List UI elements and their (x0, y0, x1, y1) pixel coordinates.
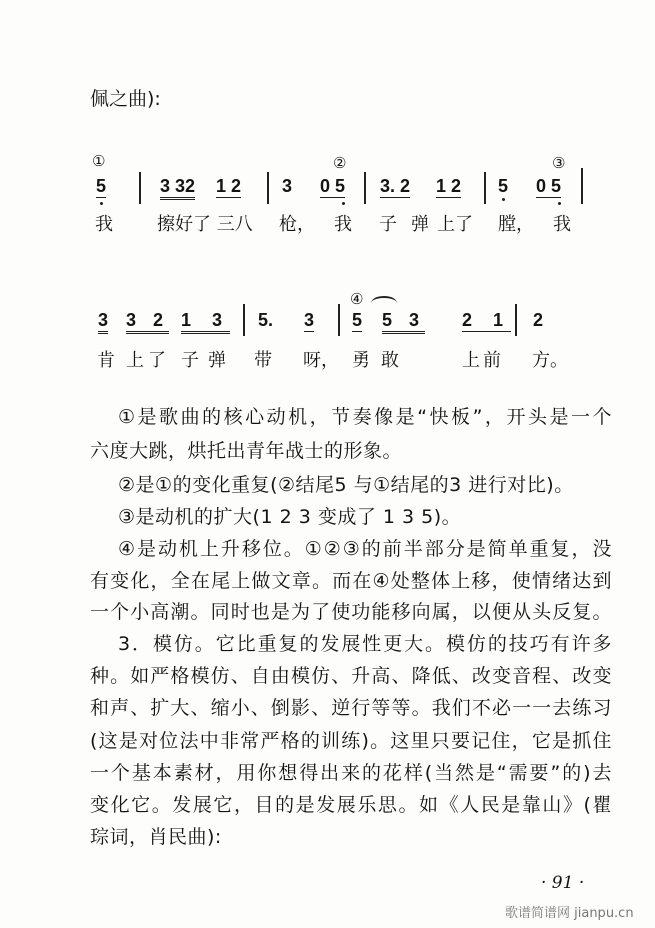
barline (515, 304, 517, 336)
lyric: 上 (462, 350, 480, 371)
lyric: 呀， (303, 350, 339, 371)
note: 1 2 (436, 176, 462, 196)
lyric: 上了 (437, 214, 473, 235)
lyric: 敢 (381, 350, 399, 371)
paragraph-line: ②是①的变化重复(②结尾5 与①结尾的3 进行对比)。 (118, 474, 574, 496)
note: 5 (96, 176, 107, 196)
lyric: 膛， (498, 214, 534, 235)
low-octave-dot (342, 202, 345, 205)
marker-3: ③ (552, 154, 566, 172)
note: 1 2 (216, 176, 242, 196)
paragraph-line: ④是动机上升移位。①②③的前半部分是简单重复，没 (118, 538, 612, 560)
note: 0 5 (320, 176, 346, 196)
watermark: 歌谱简谱网 jianpu.cn (505, 906, 634, 921)
barline (139, 172, 141, 204)
lyric: 我 (553, 214, 571, 235)
lyric: 弹 (208, 350, 226, 371)
lyric: 方。 (532, 350, 568, 371)
barline (364, 172, 366, 204)
paragraph-line: ①是歌曲的核心动机，节奏像是“快板”，开头是一个 (118, 406, 612, 428)
note: 5 (352, 310, 363, 330)
paragraph-line: ③是动机的扩大(1 2 3 变成了 1 3 5)。 (118, 506, 462, 528)
marker-4: ④ (350, 290, 364, 308)
paragraph-line: 有变化，全在尾上做文章。而在④处整体上移，使情绪达到 (90, 570, 612, 592)
note: 3 (282, 176, 293, 196)
lyric: 我 (334, 214, 352, 235)
paragraph-line: (这是对位法中非常严格的训练)。这里只要记住，它是抓住 (90, 730, 612, 752)
paragraph-line: 变化它。发展它，目的是发展乐思。如《人民是靠山》(瞿 (90, 794, 612, 816)
note: 0 5 (536, 176, 562, 196)
note: 3 (304, 310, 315, 330)
lyric: 枪， (279, 214, 315, 235)
lyric: 擦好了 三八 (157, 214, 253, 235)
lyric: 子 (181, 350, 199, 371)
lyric: 子 (379, 214, 397, 235)
barline (581, 168, 583, 204)
note: 3 (98, 310, 108, 334)
low-octave-dot (502, 198, 505, 201)
note: 5 (498, 176, 509, 196)
paragraph-line: 一个小高潮。同时也是为了使功能移向属，以便从头反复。 (90, 601, 612, 623)
marker-2: ② (333, 154, 347, 172)
note: 2 1 (462, 310, 512, 330)
note: 5 3 (382, 310, 425, 334)
note: 3 32 (160, 176, 195, 200)
paragraph-line: 六度大跳，烘托出青年战士的形象。 (90, 440, 403, 462)
lyric: 上 (126, 350, 144, 371)
low-octave-dot (100, 202, 103, 205)
barline (243, 304, 245, 336)
note: 5. (258, 310, 274, 330)
barline (267, 172, 269, 204)
paragraph-line: 3．模仿。它比重复的发展性更大。模仿的技巧有许多 (118, 633, 612, 655)
low-octave-dot (558, 202, 561, 205)
lyric: 前 (483, 350, 501, 371)
barline (484, 172, 486, 204)
lyric: 我 (95, 214, 113, 235)
lyric: 勇 (352, 350, 370, 371)
paragraph-line: 琮词，肖民曲): (90, 826, 222, 848)
lyric: 弹 (411, 214, 429, 235)
paragraph-line: 种。如严格模仿、自由模仿、升高、降低、改变音程、改变 (90, 665, 612, 687)
lyric: 了 (148, 350, 166, 371)
note: 3 2 (126, 310, 169, 334)
lyric: 肯 (97, 350, 115, 371)
paragraph-line: 一个基本素材，用你想得出来的花样(当然是“需要”的)去 (90, 762, 612, 784)
intro-line: 佩之曲): (90, 88, 161, 110)
page-number: · 91 · (541, 873, 585, 893)
lyric: 带 (254, 350, 272, 371)
paragraph-line: 和声、扩大、缩小、倒影、逆行等等。我们不必一一去练习 (90, 697, 612, 719)
note: 1 3 (181, 310, 230, 334)
slur (371, 296, 397, 310)
note: 3. 2 (380, 176, 411, 196)
note: 2 (533, 310, 544, 330)
marker-1: ① (92, 152, 106, 170)
barline (338, 304, 340, 336)
